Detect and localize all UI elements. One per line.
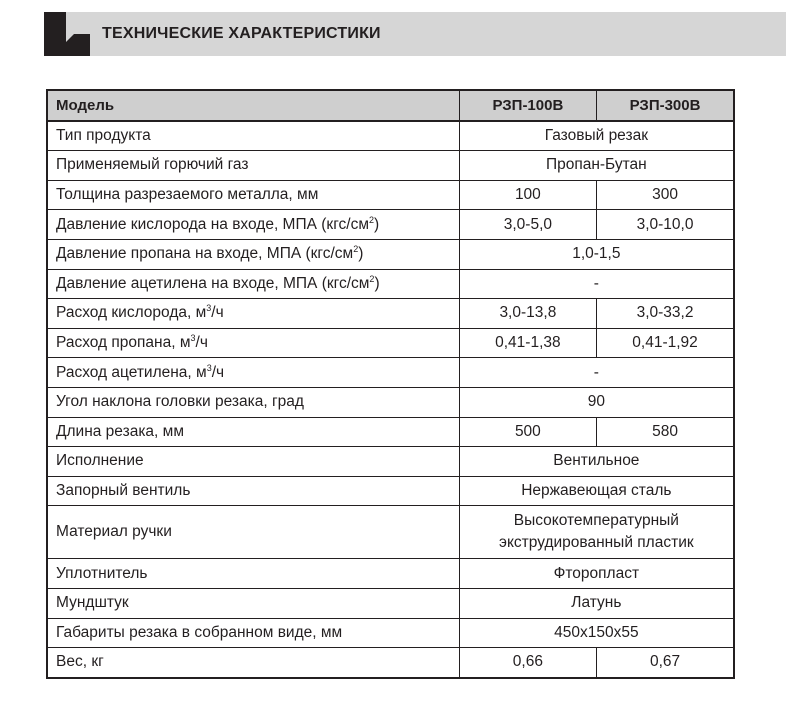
table-row (47, 210, 734, 240)
corner-bracket-icon (44, 12, 90, 56)
table-row (47, 180, 734, 210)
value-cell-merged: Латунь (459, 588, 734, 618)
column-header-model: Модель (47, 90, 459, 121)
table-row (47, 476, 734, 506)
value-cell-model-1: 3,0-5,0 (459, 210, 596, 240)
param-cell: Длина резака, мм (47, 417, 459, 447)
table-row (47, 269, 734, 299)
param-cell: Исполнение (47, 447, 459, 477)
value-cell-merged: - (459, 358, 734, 388)
param-superscript: 2 (353, 244, 359, 255)
value-cell-merged (459, 506, 734, 559)
param-text-end: ) (374, 215, 380, 233)
param-cell (47, 210, 459, 240)
table-row (47, 387, 734, 417)
table-row (47, 239, 734, 269)
section-title: ТЕХНИЧЕСКИЕ ХАРАКТЕРИСТИКИ (102, 25, 381, 42)
value-cell-model-1: 3,0-13,8 (459, 299, 596, 329)
value-cell-model-1: 0,66 (459, 648, 596, 678)
table-row (47, 506, 734, 559)
param-superscript: 2 (368, 214, 374, 225)
value-line-1: Высокотемпературный (513, 512, 679, 530)
table-row (47, 648, 734, 678)
param-cell: Угол наклона головки резака, град (47, 387, 459, 417)
table-header-row (47, 90, 734, 121)
param-cell (47, 269, 459, 299)
value-cell-model-1: 100 (459, 180, 596, 210)
param-cell: Вес, кг (47, 648, 459, 678)
param-superscript: 3 (190, 332, 196, 343)
value-cell-merged: Фторопласт (459, 559, 734, 589)
value-cell-model-2: 0,67 (597, 648, 734, 678)
param-cell: Уплотнитель (47, 559, 459, 589)
table-row (47, 328, 734, 358)
param-text: Расход ацетилена, м (56, 363, 207, 381)
param-cell (47, 358, 459, 388)
param-text-end: /ч (211, 304, 224, 322)
value-cell-model-2: 3,0-33,2 (597, 299, 734, 329)
param-text: Расход пропана, м (56, 334, 191, 352)
table-row (47, 618, 734, 648)
table-row (47, 588, 734, 618)
table-row (47, 299, 734, 329)
value-cell-model-1: 0,41-1,38 (459, 328, 596, 358)
value-cell-merged: Пропан-Бутан (459, 151, 734, 181)
value-cell-model-2: 3,0-10,0 (597, 210, 734, 240)
value-cell-model-2: 580 (597, 417, 734, 447)
table-row (47, 417, 734, 447)
param-text: Расход кислорода, м (56, 304, 207, 322)
param-cell (47, 328, 459, 358)
param-cell: Мундштук (47, 588, 459, 618)
value-cell-merged: 90 (459, 387, 734, 417)
specifications-table (46, 89, 735, 679)
param-cell: Материал ручки (47, 506, 459, 559)
param-text-end: ) (374, 274, 380, 292)
param-cell: Запорный вентиль (47, 476, 459, 506)
param-text-end: /ч (211, 363, 225, 381)
value-cell-model-2: 300 (597, 180, 734, 210)
param-text: Давление кислорода на входе, МПА (кгс/см (56, 215, 369, 233)
param-cell: Тип продукта (47, 121, 459, 151)
param-cell (47, 299, 459, 329)
param-text-end: /ч (195, 334, 208, 352)
value-cell-merged: Газовый резак (459, 121, 734, 151)
value-cell-merged: 1,0-1,5 (459, 239, 734, 269)
param-text: Давление пропана на входе, МПА (кгс/см (56, 245, 354, 263)
param-text-end: ) (358, 245, 364, 263)
table-row (47, 121, 734, 151)
param-cell: Габариты резака в собранном виде, мм (47, 618, 459, 648)
table-row (47, 151, 734, 181)
param-cell: Применяемый горючий газ (47, 151, 459, 181)
value-cell-model-1: 500 (459, 417, 596, 447)
param-cell: Толщина разрезаемого металла, мм (47, 180, 459, 210)
table-row (47, 559, 734, 589)
table-row (47, 447, 734, 477)
param-text: Давление ацетилена на входе, МПА (кгс/см (56, 274, 370, 292)
value-cell-merged: 450х150х55 (459, 618, 734, 648)
value-cell-merged: Вентильное (459, 447, 734, 477)
value-cell-merged: - (459, 269, 734, 299)
column-header-model-1: РЗП-100В (459, 90, 596, 121)
value-cell-merged: Нержавеющая сталь (459, 476, 734, 506)
table-row (47, 358, 734, 388)
param-superscript: 3 (206, 362, 212, 373)
param-superscript: 3 (206, 303, 212, 314)
param-superscript: 2 (369, 273, 375, 284)
param-cell (47, 239, 459, 269)
value-cell-model-2: 0,41-1,92 (597, 328, 734, 358)
value-line-2: экструдированный пластик (499, 534, 694, 552)
column-header-model-2: РЗП-300В (597, 90, 734, 121)
